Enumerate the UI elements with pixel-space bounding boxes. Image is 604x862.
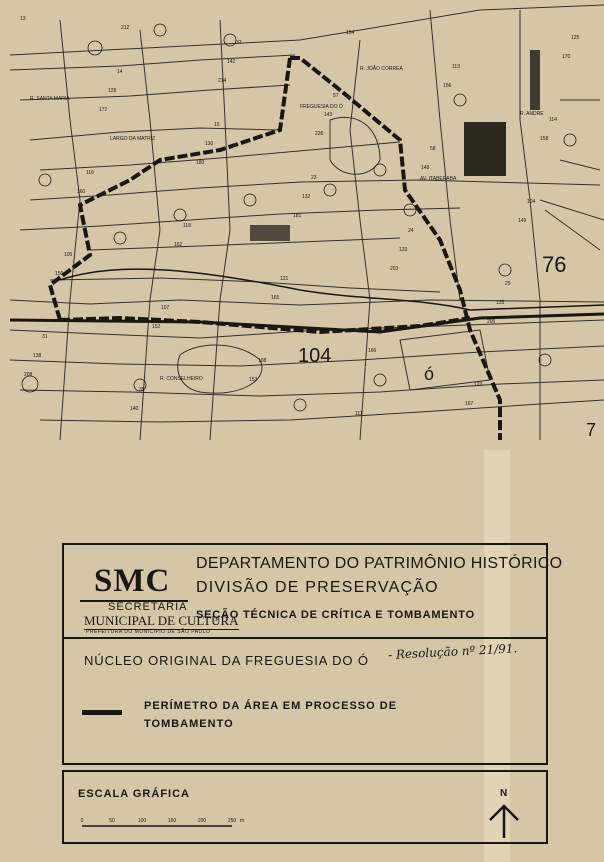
- block-number: 208: [24, 372, 33, 378]
- block-number: 108: [258, 358, 267, 364]
- block-number: 158: [540, 136, 549, 142]
- street-label: R. SANTA MARIA: [30, 96, 70, 102]
- block-number: 37: [236, 40, 242, 46]
- block-number: 13: [20, 16, 26, 22]
- block-number: 121: [280, 276, 289, 282]
- block-number: 104: [527, 199, 536, 205]
- scale-tick-label: 50: [109, 818, 115, 824]
- block-number: 149: [518, 218, 527, 224]
- perimeter-legend-symbol: [82, 710, 122, 715]
- block-number: 160: [77, 189, 86, 195]
- block-number: 212: [121, 25, 130, 31]
- scale-block: [62, 770, 548, 844]
- street-label: R. JOÃO CORREA: [360, 66, 403, 72]
- freguesia-o-label: ó: [424, 364, 435, 384]
- department-title: DEPARTAMENTO DO PATRIMÔNIO HISTÓRICO: [196, 555, 563, 572]
- block-number: 165: [271, 295, 280, 301]
- block-number: 29: [505, 281, 511, 287]
- logo-municipal-text: MUNICIPAL DE CULTURA: [84, 613, 239, 628]
- street-label: R. CONSELHEIRO: [160, 376, 203, 382]
- block-number: 24: [408, 228, 414, 234]
- block-number: 35: [139, 387, 145, 393]
- block-number: 162: [174, 242, 183, 248]
- block-number: 156: [443, 83, 452, 89]
- block-number: 130: [205, 141, 214, 147]
- block-number: 133: [399, 247, 408, 253]
- sector-label-76: 76: [542, 252, 567, 277]
- scale-tick-label: 150: [167, 818, 177, 824]
- block-number: 148: [421, 165, 430, 171]
- logo-secretaria-text: SECRETARIA: [108, 601, 188, 613]
- block-number: 114: [549, 117, 557, 123]
- block-number: 150: [55, 271, 64, 277]
- block-number: 57: [333, 93, 339, 99]
- block-number: 154: [346, 30, 355, 36]
- block-number: 205: [487, 319, 496, 325]
- block-number: 15: [214, 122, 220, 128]
- title-block: [62, 543, 563, 765]
- block-number: 123: [474, 382, 483, 388]
- sector-label-7: 7: [586, 420, 597, 440]
- block-number: 14: [117, 69, 123, 75]
- block-number: 113: [452, 64, 460, 70]
- street-label: LARGO DA MATRIZ: [110, 136, 156, 142]
- block-number: 214: [218, 78, 227, 84]
- scale-tick-label: 0: [80, 818, 84, 824]
- block-number: 152: [152, 324, 161, 330]
- division-title: DIVISÃO DE PRESERVAÇÃO: [196, 579, 439, 596]
- block-number: 203: [390, 266, 399, 272]
- block-number: 170: [562, 54, 571, 60]
- block-number: 107: [161, 305, 170, 311]
- block-number: 166: [368, 348, 377, 354]
- block-number: 132: [302, 194, 311, 200]
- block-number: 118: [183, 223, 191, 229]
- block-number: 142: [227, 59, 236, 65]
- block-number: 143: [324, 112, 333, 118]
- scale-tick-label: 250: [227, 818, 237, 824]
- section-title: SEÇÃO TÉCNICA DE CRÍTICA E TOMBAMENTO: [196, 609, 475, 621]
- logo-prefeitura-text: PREFEITURA DO MUNICÍPIO DE SÃO PAULO: [86, 629, 211, 635]
- block-number: 31: [42, 334, 48, 340]
- block-number: 172: [99, 107, 108, 113]
- scale-bar: [80, 814, 260, 830]
- scale-unit: m: [240, 818, 245, 824]
- block-number: 128: [108, 88, 117, 94]
- block-number: 58: [430, 146, 436, 152]
- scale-tick-label: 200: [197, 818, 207, 824]
- block-number: 23: [311, 175, 317, 181]
- block-number: 180: [196, 160, 205, 166]
- street-label: AV. ITABERABA: [420, 176, 457, 182]
- resolution-handwriting: - Resolução nº 21/91.: [387, 641, 518, 662]
- block-number: 153: [249, 377, 258, 383]
- block-number: 105: [64, 252, 73, 258]
- block-number: 138: [33, 353, 42, 359]
- block-number: 167: [465, 401, 474, 407]
- logo-smc-text: SMC: [94, 563, 171, 599]
- block-number: 111: [355, 411, 363, 417]
- perimeter-legend-label: PERÍMETRO DA ÁREA EM PROCESSO DE TOMBAMENTO: [144, 700, 398, 730]
- block-number: 125: [571, 35, 580, 41]
- sector-label-104: 104: [298, 345, 332, 367]
- title-header: [64, 545, 563, 639]
- subject-title: NÚCLEO ORIGINAL DA FREGUESIA DO Ó: [84, 653, 369, 668]
- north-label: N: [500, 788, 508, 799]
- scale-title: ESCALA GRÁFICA: [78, 788, 190, 800]
- street-label: FREGUESIA DO Ó: [300, 104, 343, 110]
- street-label: R. ANDRE: [520, 111, 544, 117]
- block-number: 116: [86, 170, 94, 176]
- block-number: 140: [130, 406, 139, 412]
- block-number: 122: [377, 329, 386, 335]
- block-number: 135: [496, 300, 505, 306]
- scale-tick-label: 100: [137, 818, 147, 824]
- block-number: 181: [293, 213, 302, 219]
- north-arrow-icon: [486, 802, 522, 840]
- block-number: 226: [315, 131, 324, 137]
